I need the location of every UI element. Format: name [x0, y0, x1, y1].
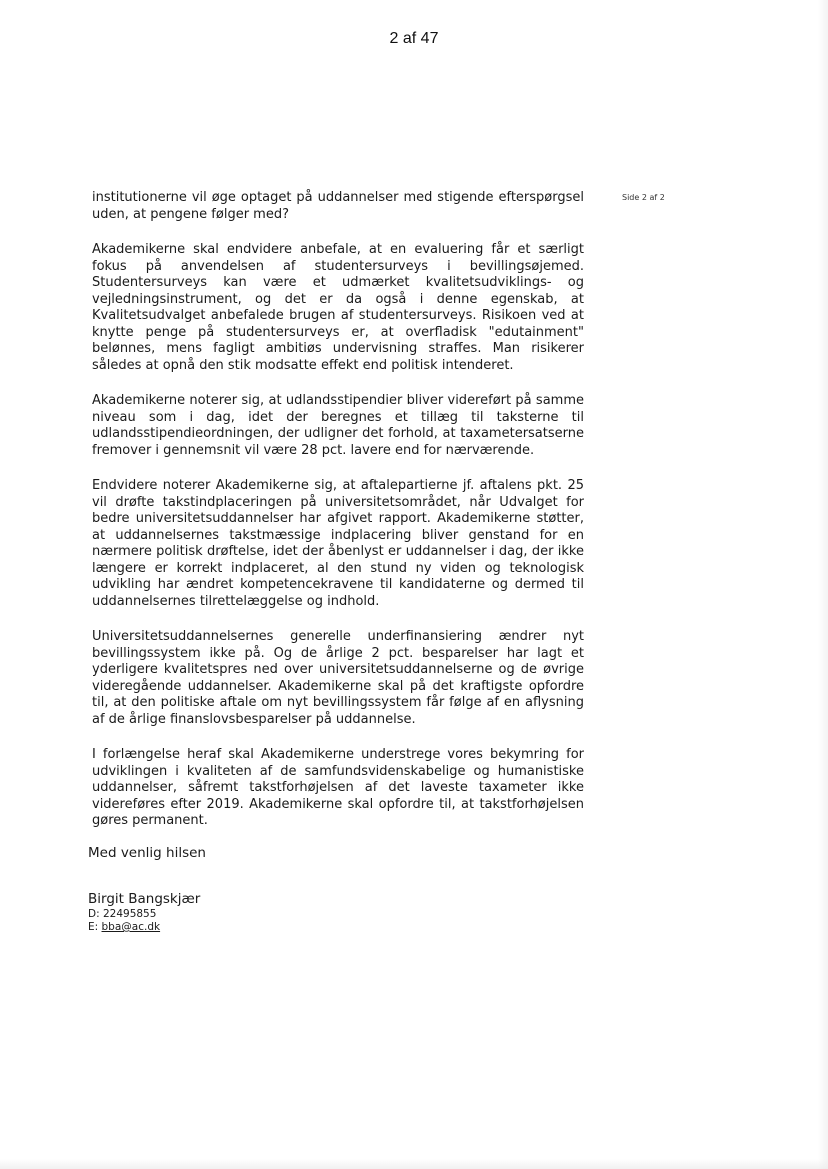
page-indicator: 2 af 47 — [389, 30, 439, 47]
phone-label: D: — [88, 908, 103, 920]
paragraph: Universitetsuddannelsernes generelle underfinansiering ændrer nyt bevillingssystem ikke på. Og de årlige 2 pct. besparelser har lagt et yderligere kvalitetspres ned over universitetsuddannelserne og de øvrige videregående uddannelser. Akademikerne skal på det kraftigste opfordre til, at den politiske aftale om nyt bevillingssystem får følge af en aflysning af de årlige finanslovsbesparelser på uddannelse. — [92, 629, 584, 727]
signature-block — [88, 891, 200, 934]
scan-edge-shadow — [818, 0, 828, 1169]
paragraph: Endvidere noterer Akademikerne sig, at aftalepartierne jf. aftalens pkt. 25 vil drøfte takstindplaceringen på universitetsområdet, når Udvalget for bedre universitetsuddannelser har afgivet rapport. Akademikerne støtter, at uddannelsernes takstmæssige indplacering bliver genstand for en nærmere politisk drøftelse, idet der åbenlyst er uddannelser i dag, der ikke længere er korrekt indplaceret, al den stund ny viden og teknologisk udvikling har ændret kompetencekravene til kandidaterne og dermed til uddannelsernes tilrettelæggelse og indhold. — [92, 478, 584, 609]
scan-bottom-shadow — [0, 1159, 828, 1169]
paragraph: I forlængelse heraf skal Akademikerne understrege vores bekymring for udviklingen i kvaliteten af de samfundsvidenskabelige og humanistiske uddannelser, såfremt takstforhøjelsen af det laveste taxameter ikke videreføres efter 2019. Akademikerne skal opfordre til, at takstforhøjelsen gøres permanent. — [92, 747, 584, 828]
email-link[interactable]: bba@ac.dk — [101, 921, 161, 933]
email-label: E: — [88, 921, 102, 933]
phone-line — [88, 908, 200, 921]
letter-body — [92, 190, 584, 849]
phone-number: 22495855 — [102, 908, 157, 920]
closing-greeting: Med venlig hilsen — [88, 845, 206, 861]
paragraph: Akademikerne skal endvidere anbefale, at en evaluering får et særligt fokus på anvendelsen af studentersurveys i bevillingsøjemed. Studentersurveys kan være et udmærket kvalitetsudviklings- og vejledningsinstrument, og det er da også i denne egenskab, at Kvalitetsudvalget anbefalede brugen af studentersurveys. Risikoen ved at knytte penge på studentersurveys er, at overfladisk "edutainment" belønnes, mens fagligt ambitiøs undervisning straffes. Man risikerer således at opnå den stik modsatte effekt end politisk intenderet. — [92, 242, 584, 373]
email-line — [88, 921, 200, 934]
paragraph: institutionerne vil øge optaget på uddannelser med stigende efterspørgsel uden, at pengene følger med? — [92, 190, 584, 222]
signer-name: Birgit Bangskjær — [88, 891, 201, 907]
side-label: Side 2 af 2 — [622, 193, 665, 202]
paragraph: Akademikerne noterer sig, at udlandsstipendier bliver videreført på samme niveau som i dag, idet der beregnes et tillæg til taksterne til udlandsstipendieordningen, der udligner det forhold, at taxametersatserne fremover i gennemsnit vil være 28 pct. lavere end for nærværende. — [92, 393, 584, 458]
